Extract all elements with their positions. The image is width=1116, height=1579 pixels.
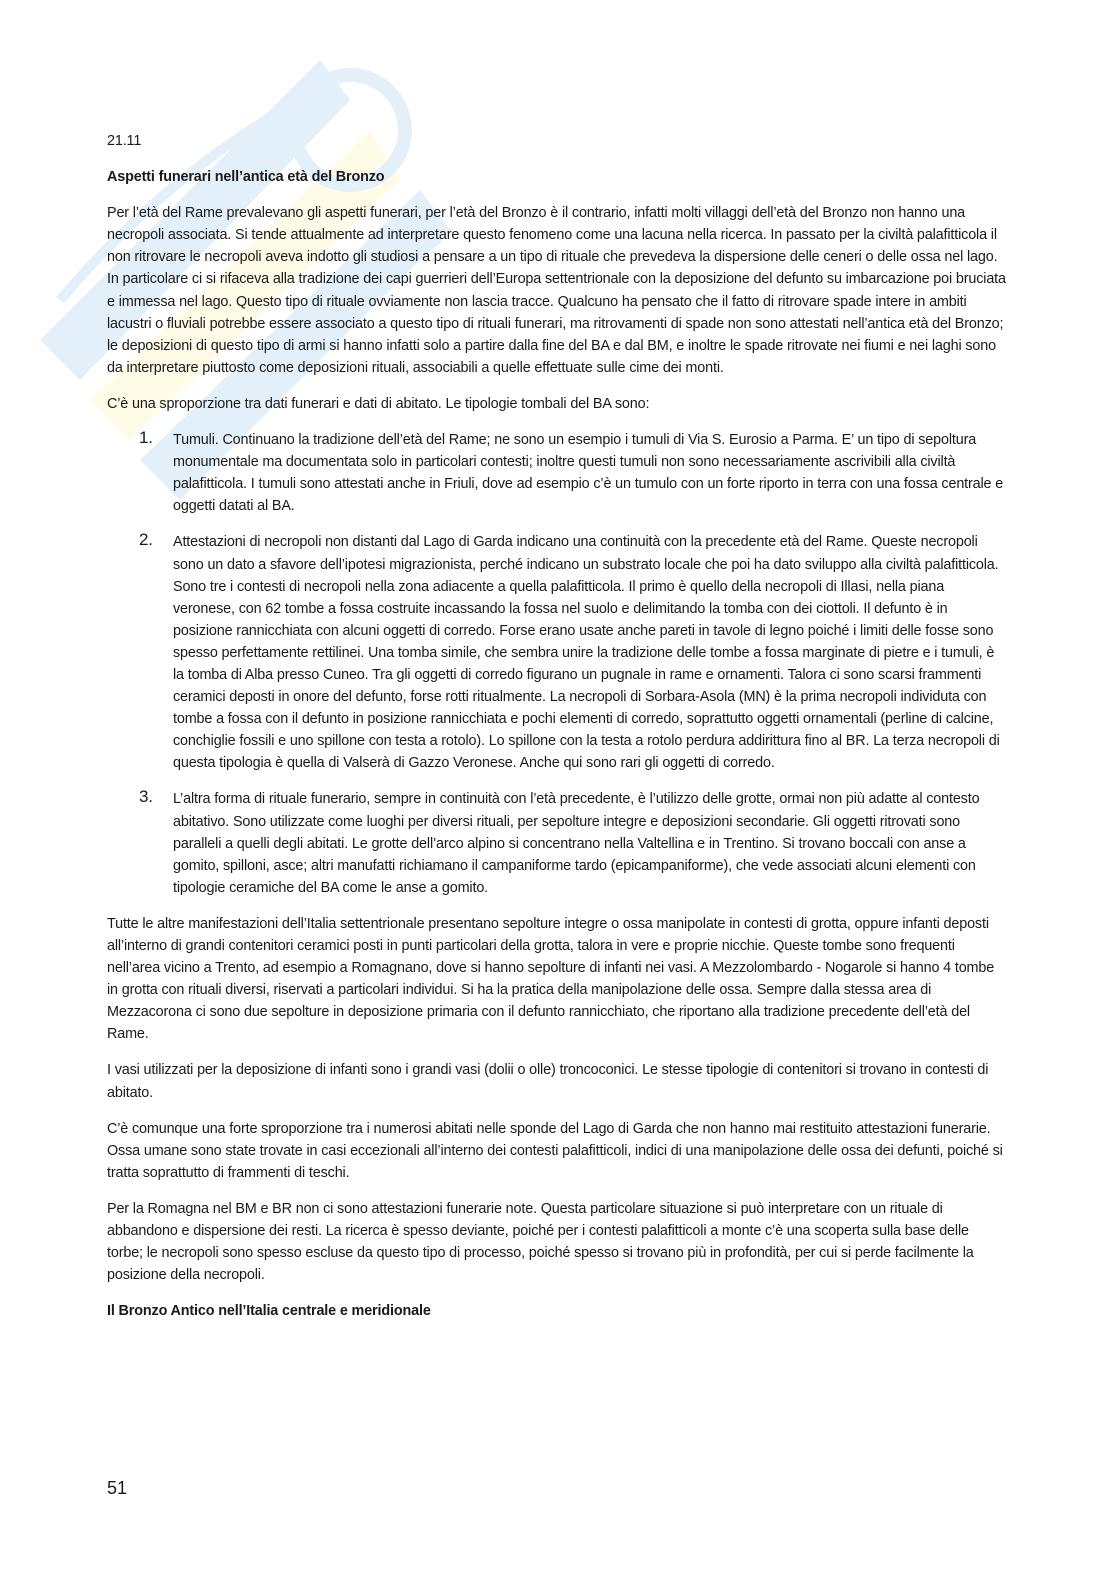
body-paragraph: C’è comunque una forte sproporzione tra i numerosi abitati nelle sponde del Lago di Garda che non hanno mai restituito attestazioni funerarie. Ossa umane sono state trovate in casi eccezionali all’interno dei contesti palafitticoli, indici di una manipolazione delle ossa dei defunti, poiché si tratta soprattutto di frammenti di teschi. bbox=[107, 1120, 1003, 1181]
list-item bbox=[107, 788, 1007, 898]
list-item-text: L’altra forma di rituale funerario, sempre in continuità con l’età precedente, è l’utilizzo delle grotte, ormai non più adatte al contesto abitativo. Sono utilizzate come luoghi per diversi rituali, per sepolture integre e deposizioni secondarie. Gli oggetti ritrovati sono paralleli a quelli degli abitati. Le grotte dell’arco alpino si concentrano nella Valtellina e in Trentino. Si trovano boccali con anse a gomito, spilloni, asce; altri manufatti richiamano il campaniforme tardo (epicampaniforme), che vede associati alcuni elementi con tipologie ceramiche del BA come le anse a gomito. bbox=[173, 791, 980, 896]
list-item-text: Attestazioni di necropoli non distanti dal Lago di Garda indicano una continuità con la precedente età del Rame. Queste necropoli sono un dato a sfavore dell’ipotesi migrazionista, perché indicano un substrato locale che poi ha dato sviluppo alla civiltà palafitticola. Sono tre i contesti di necropoli nella zona adiacente a quella palafitticola. Il primo è quello della necropoli di Illasi, nella piana veronese, con 62 tombe a fossa costruite incassando la fossa nel suolo e delimitando la tomba con dei ciottoli. Il defunto è in posizione rannicchiata con alcuni oggetti di corredo. Forse erano usate anche pareti in tavole di legno poiché i limiti delle fosse sono spesso perfettamente rettilinei. Una tomba simile, che sembra unire la tradizione delle tombe a fossa marginate di pietre e i tumuli, è la tomba di Alba presso Cuneo. Tra gli oggetti di corredo figurano un pugnale in rame e ornamenti. Talora ci sono scarsi frammenti ceramici deposti in onore del defunto, forse rotti ritualmente. La necropoli di Sorbara-Asola (MN) è la prima necropoli individuta con tombe a fossa con il defunto in posizione rannicchiata e pochi elementi di corredo, soprattutto oggetti ornamentali (perline di calcine, conchiglie fossili e uno spillone con testa a rotolo). Lo spillone con la testa a rotolo perdura addirittura fino al BR. La terza necropoli di questa tipologia è quella di Valserà di Gazzo Veronese. Anche qui sono rari gli oggetti di corredo. bbox=[173, 534, 1000, 772]
list-item-text: Tumuli. Continuano la tradizione dell’età del Rame; ne sono un esempio i tumuli di Via S. Eurosio a Parma. E’ un tipo di sepoltura monumentale ma documentata solo in particolari contesti; inoltre questi tumuli non sono necessariamente ascrivibili alla civiltà palafitticola. I tumuli sono attestati anche in Friuli, dove ad esempio c’è un tumulo con un forte riporto in terra con una fossa centrale e oggetti datati al BA. bbox=[173, 432, 1004, 515]
list-item-number: 2. bbox=[139, 530, 153, 550]
next-section-title: Il Bronzo Antico nell’Italia centrale e meridionale bbox=[107, 1303, 431, 1320]
page-number: 51 bbox=[107, 1478, 128, 1498]
tomb-types-list bbox=[107, 429, 1007, 899]
intro-paragraph: Per l’età del Rame prevalevano gli aspetti funerari, per l’età del Bronzo è il contrario, infatti molti villaggi dell’età del Bronzo non hanno una necropoli associata. Si tende attualmente ad interpretare questo fenomeno come una lacuna nella ricerca. In passato per la civiltà palafitticola il non ritrovare le necropoli aveva indotto gli studiosi a pensare a un tipo di rituale che prevedeva la dispersione delle ceneri o delle ossa nel lago. In particolare ci si rifaceva alla tradizione dei capi guerrieri dell’Europa settentrionale con la deposizione del defunto su imbarcazione poi bruciata e immessa nel lago. Questo tipo di rituale ovviamente non lascia tracce. Qualcuno ha pensato che il fatto di ritrovare spade intere in ambiti lacustri o fluviali potrebbe essere associato a questo tipo di rituali funerari, ma ritrovamenti di spade non sono attestati nell’antica età del Bronzo; le deposizioni di questo tipo di armi si hanno infatti solo a partire dalla fine del BA e dal BM, e inoltre le spade ritrovate nei fiumi e nei laghi sono da interpretare piuttosto come deposizioni rituali, associabili a quelle effettuate sulle cime dei monti. bbox=[107, 205, 1006, 376]
body-paragraph: Per la Romagna nel BM e BR non ci sono attestazioni funerarie note. Questa particolare situazione si può interpretare con un rituale di abbandono e dispersione dei resti. La ricerca è spesso deviante, poiché per i contesti palafitticoli a monte c’è una scoperta sulla base delle torbe; le necropoli sono spesso escluse da questo tipo di processo, poiché spesso si trovano più in profondità, per cui si perde facilmente la posizione della necropoli. bbox=[107, 1200, 974, 1284]
list-item-number: 3. bbox=[139, 787, 153, 807]
body-paragraph: I vasi utilizzati per la deposizione di infanti sono i grandi vasi (dolii o olle) troncoconici. Le stesse tipologie di contenitori si trovano in contesti di abitato. bbox=[107, 1062, 989, 1101]
lecture-date: 21.11 bbox=[107, 133, 142, 149]
list-item bbox=[107, 429, 1007, 517]
body-paragraph: Tutte le altre manifestazioni dell’Italia settentrionale presentano sepolture integre o ossa manipolate in contesti di grotta, oppure infanti deposti all’interno di grandi contenitori ceramici posti in punti particolari della grotta, talora in vere e proprie nicchie. Queste tombe sono frequenti nell’area vicino a Trento, ad esempio a Romagnano, dove si hanno sepolture di infanti nei vasi. A Mezzolombardo - Nogarole si hanno 4 tombe in grotta con rituali diversi, riservati a particolari individui. Si ha la pratica della manipolazione delle ossa. Sempre dalla stessa area di Mezzacorona ci sono due sepolture in deposizione primaria con il defunto rannicchiato, che riportano alla tradizione precedente dell’età del Rame. bbox=[107, 915, 995, 1043]
document-content bbox=[107, 130, 1007, 1336]
list-item bbox=[107, 531, 1007, 774]
section-title: Aspetti funerari nell’antica età del Bronzo bbox=[107, 169, 385, 186]
intro-paragraph: C’è una sproporzione tra dati funerari e dati di abitato. Le tipologie tombali del BA sono: bbox=[107, 395, 650, 412]
list-item-number: 1. bbox=[139, 428, 153, 448]
